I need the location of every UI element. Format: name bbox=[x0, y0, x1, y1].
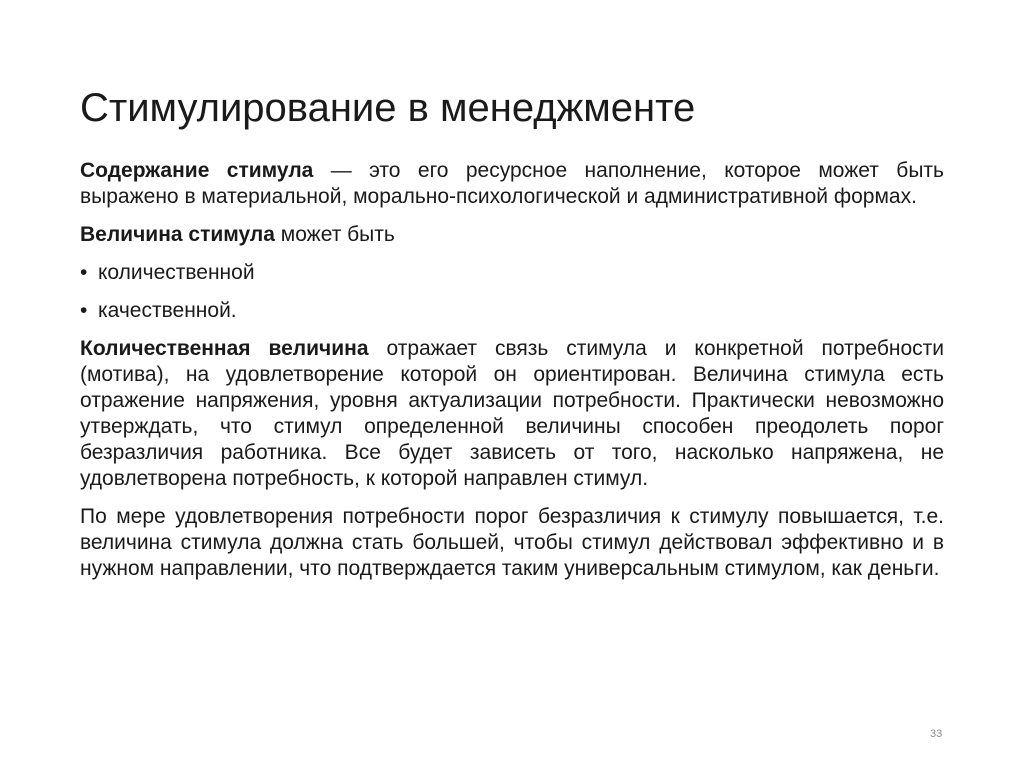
page-number: 33 bbox=[930, 728, 943, 740]
quantitative-paragraph bbox=[80, 336, 944, 492]
bullet-text: качественной. bbox=[98, 299, 237, 322]
slide-content bbox=[80, 158, 944, 582]
content-term: Содержание стимула bbox=[80, 159, 314, 182]
content-paragraph bbox=[80, 158, 944, 210]
list-item bbox=[80, 260, 944, 286]
bullet-list bbox=[80, 260, 944, 324]
list-item bbox=[80, 298, 944, 324]
bullet-icon: • bbox=[80, 261, 88, 284]
bullet-text: количественной bbox=[98, 261, 255, 284]
magnitude-paragraph bbox=[80, 222, 944, 248]
magnitude-term: Величина стимула bbox=[80, 223, 275, 246]
magnitude-rest: может быть bbox=[274, 223, 395, 246]
bullet-icon: • bbox=[80, 299, 88, 322]
content-definition: — это его ресурсное наполнение, которое может быть выражено в материальной, морально-психологической и административной формах. bbox=[80, 159, 944, 208]
slide-title: Стимулирование в менеджменте bbox=[80, 86, 696, 130]
quantitative-term: Количественная величина bbox=[80, 337, 369, 360]
threshold-paragraph: По мере удовлетворения потребности порог безразличия к стимулу повышается, т.е. величина стимула должна стать большей, чтобы стимул действовал эффективно и в нужном направлении, что подтверждается таким универсальным стимулом, как деньги. bbox=[80, 505, 944, 580]
quantitative-definition: отражает связь стимула и конкретной потребности (мотива), на удовлетворение которой он ориентирован. Величина стимула есть отражение напряжения, уровня актуализации потребности. Практически невозможно утверждать, что стимул определенной величины способен преодолеть порог безразличия работника. Все будет зависеть от того, насколько напряжена, не удовлетворена потребность, к которой направлен стимул. bbox=[80, 337, 944, 490]
